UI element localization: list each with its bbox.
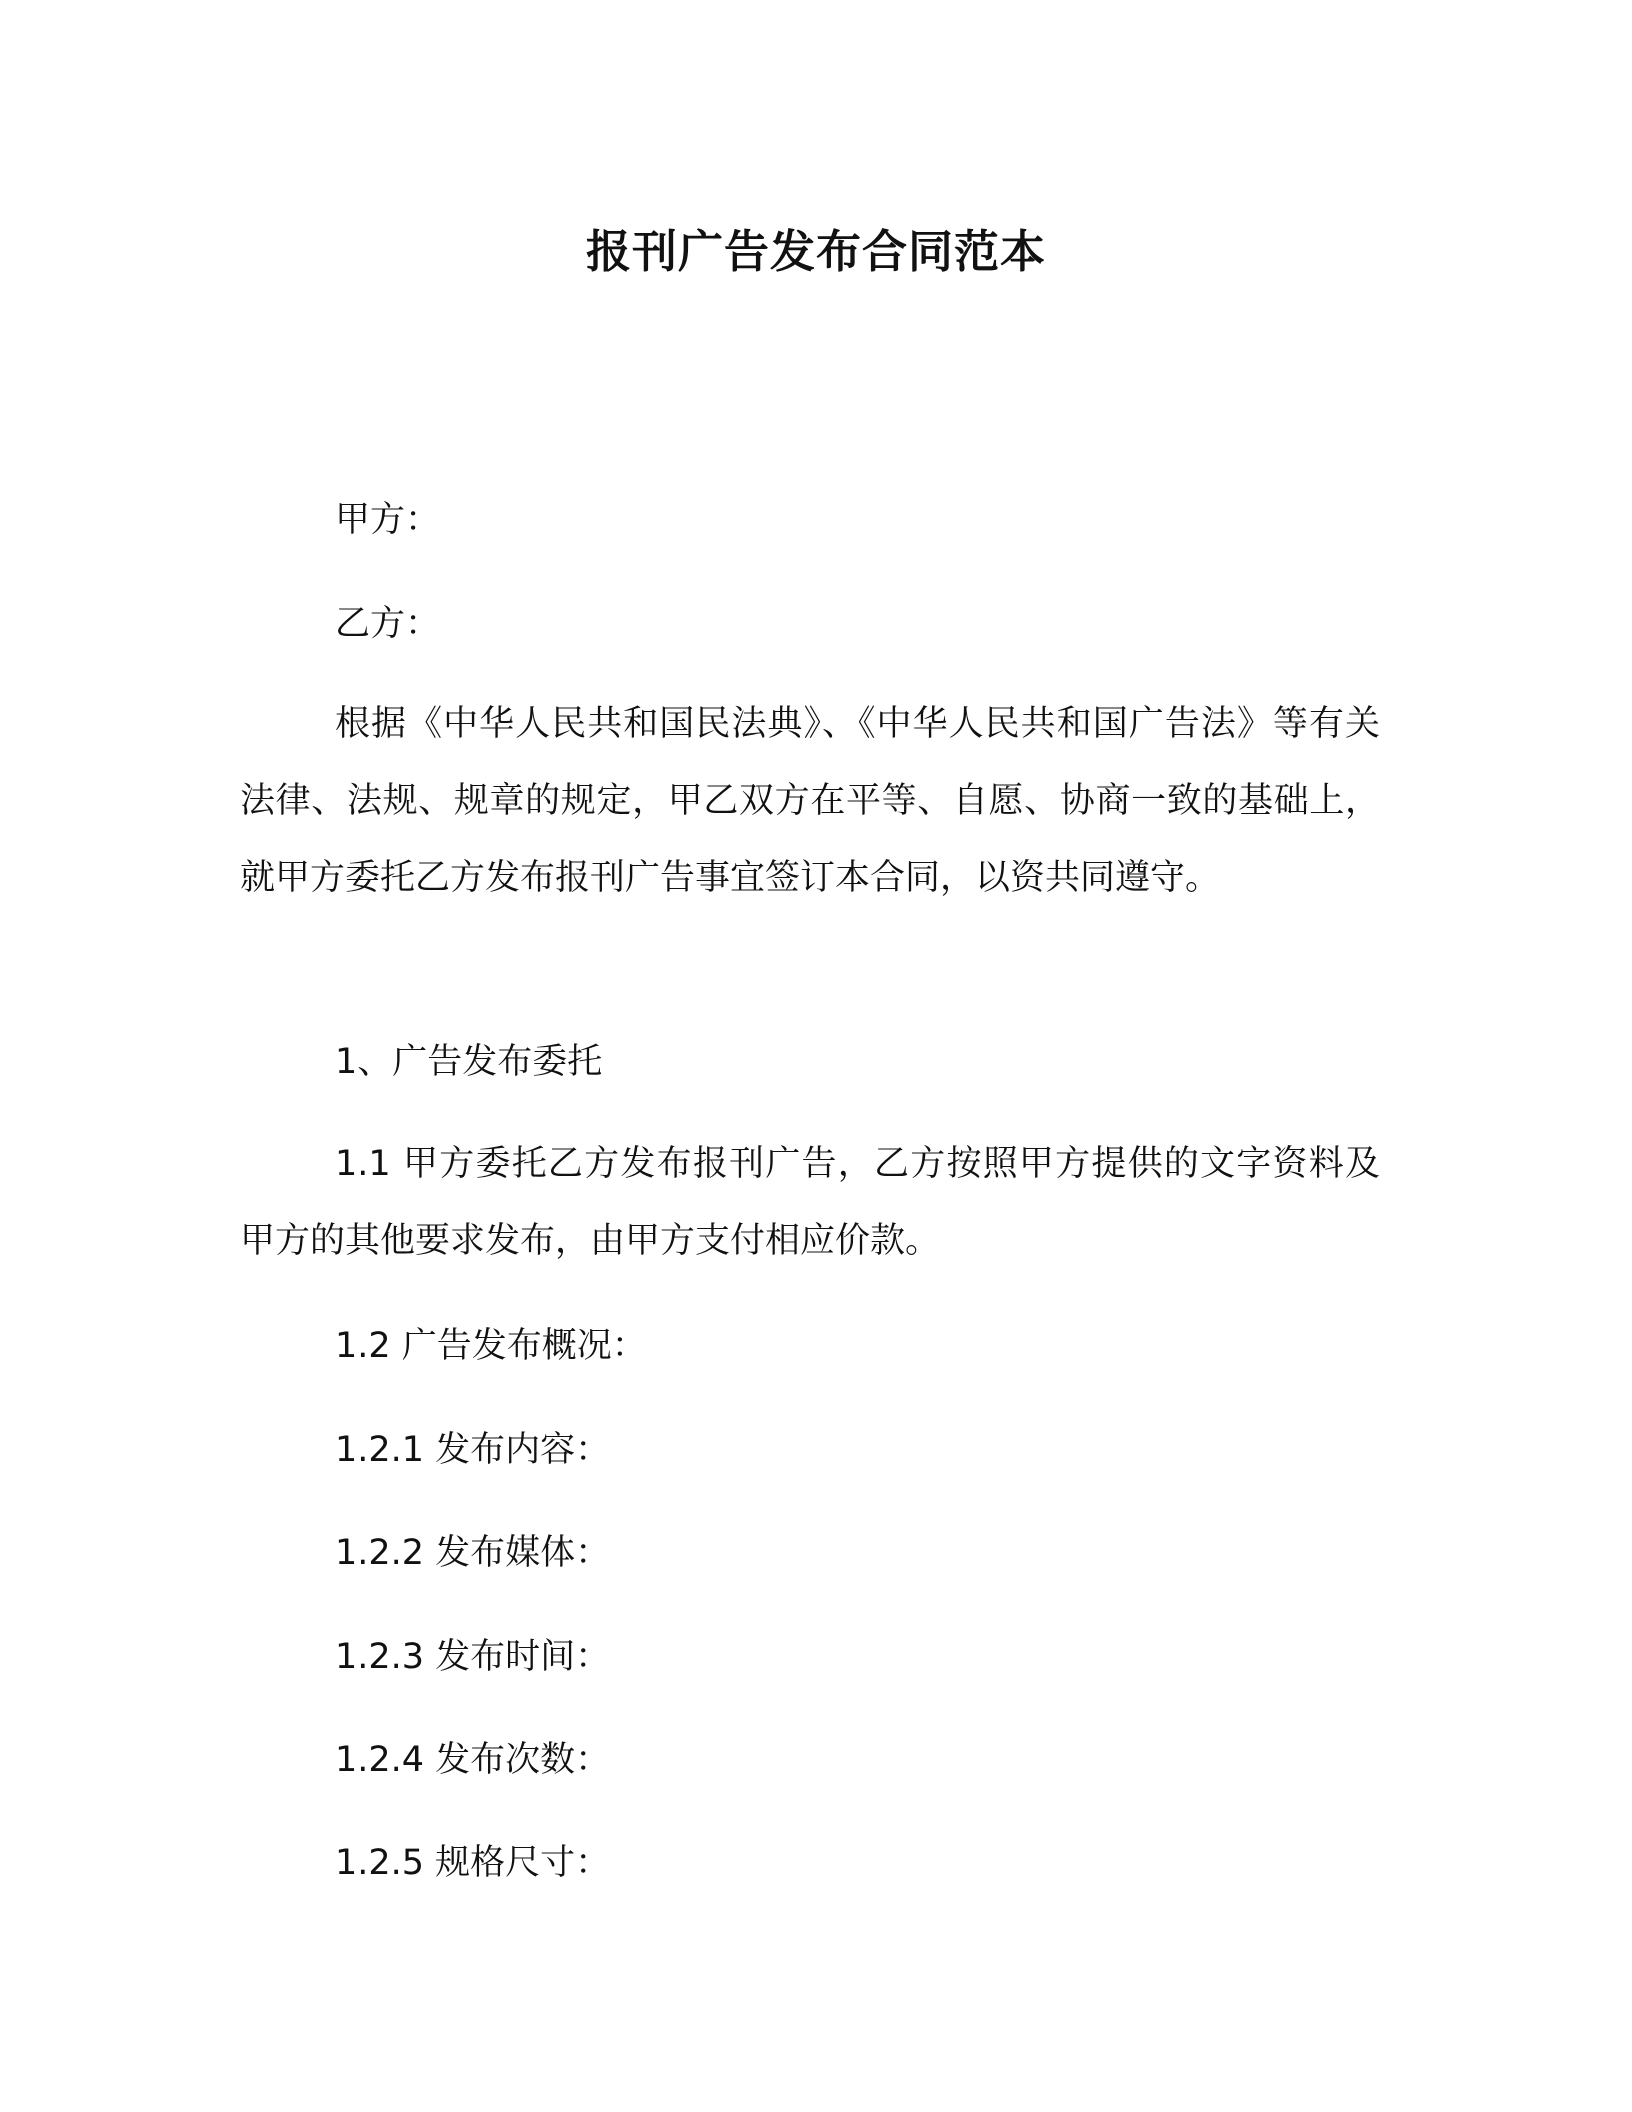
clause-1-2-2: 1.2.2 发布媒体： [335, 1533, 611, 1573]
section-1-heading: 1、广告发布委托 [335, 1042, 603, 1082]
clause-1-2-1: 1.2.1 发布内容： [335, 1430, 611, 1470]
party-b-label: 乙方： [335, 604, 441, 644]
party-a-label: 甲方： [335, 500, 441, 540]
clause-1-2: 1.2 广告发布概况： [335, 1326, 647, 1366]
clause-1-2-5: 1.2.5 规格尺寸： [335, 1843, 611, 1883]
clause-1-2-4: 1.2.4 发布次数： [335, 1740, 611, 1780]
document-title: 报刊广告发布合同范本 [585, 225, 1046, 278]
clause-1-2-3: 1.2.3 发布时间： [335, 1637, 611, 1677]
clause-1-1: 1.1 甲方委托乙方发布报刊广告，乙方按照甲方提供的文字资料及甲方的其他要求发布，由甲方支付相应价款。 [240, 1144, 1380, 1261]
preamble-paragraph: 根据《中华人民共和国民法典》、《中华人民共和国广告法》等有关法律、法规、规章的规定，甲乙双方在平等、自愿、协商一致的基础上，就甲方委托乙方发布报刊广告事宜签订本合同，以资共同遵守。 [240, 704, 1380, 898]
